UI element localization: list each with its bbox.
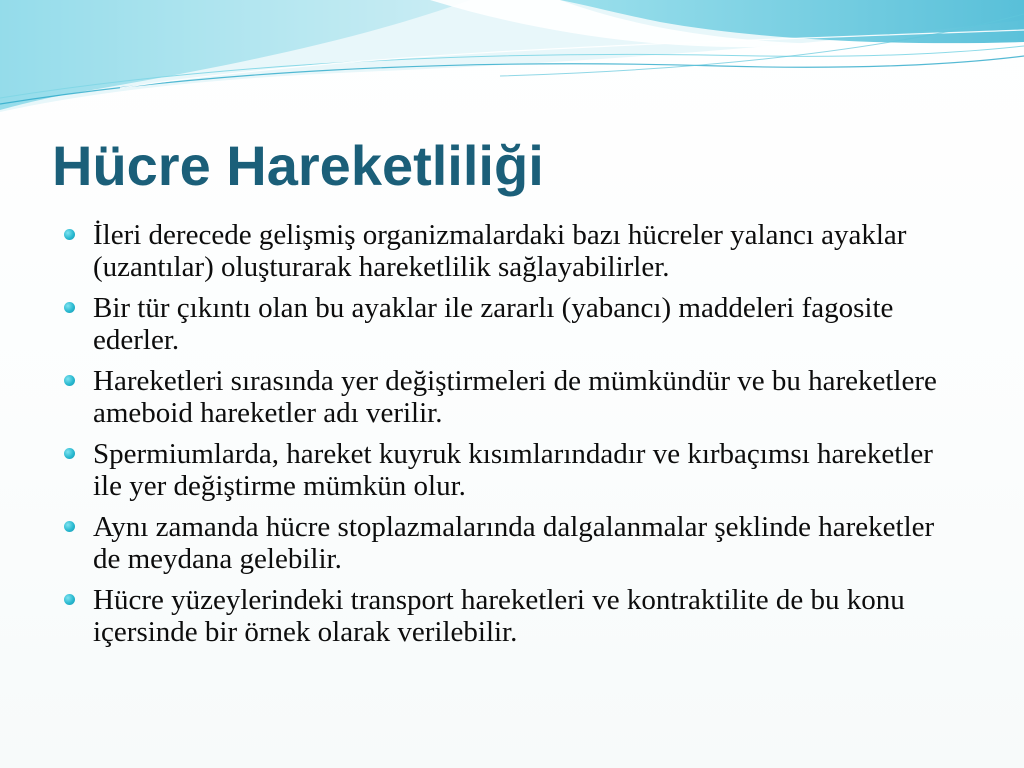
bullet-text: İleri derecede gelişmiş organizmalardaki bazı hücreler yalancı ayaklar (uzantılar) oluşturarak hareketlilik sağlayabilirler. (93, 219, 907, 283)
bullet-item (64, 292, 964, 356)
bullet-text: Spermiumlarda, hareket kuyruk kısımlarındadır ve kırbaçımsı hareketler ile yer değiştirme mümkün olur. (93, 438, 933, 502)
bullet-dot-icon (64, 229, 75, 240)
slide-title: Hücre Hareketliliği (52, 134, 544, 197)
bullet-text: Hareketleri sırasında yer değiştirmeleri de mümkündür ve bu hareketlere ameboid hareketler adı verilir. (93, 365, 937, 429)
bullet-text: Bir tür çıkıntı olan bu ayaklar ile zararlı (yabancı) maddeleri fagosite ederler. (93, 292, 894, 356)
header-wave-decoration (0, 0, 1024, 120)
bullet-dot-icon (64, 448, 75, 459)
bullet-text: Hücre yüzeylerindeki transport hareketleri ve kontraktilite de bu konu içersinde bir örnek olarak verilebilir. (93, 584, 905, 648)
bullet-list (64, 219, 964, 657)
bullet-item (64, 365, 964, 429)
bullet-dot-icon (64, 594, 75, 605)
bullet-text: Aynı zamanda hücre stoplazmalarında dalgalanmalar şeklinde hareketler de meydana gelebilir. (93, 511, 935, 575)
bullet-item (64, 511, 964, 575)
bullet-dot-icon (64, 375, 75, 386)
bullet-item (64, 219, 964, 283)
bullet-dot-icon (64, 302, 75, 313)
bullet-dot-icon (64, 521, 75, 532)
bullet-item (64, 584, 964, 648)
bullet-item (64, 438, 964, 502)
